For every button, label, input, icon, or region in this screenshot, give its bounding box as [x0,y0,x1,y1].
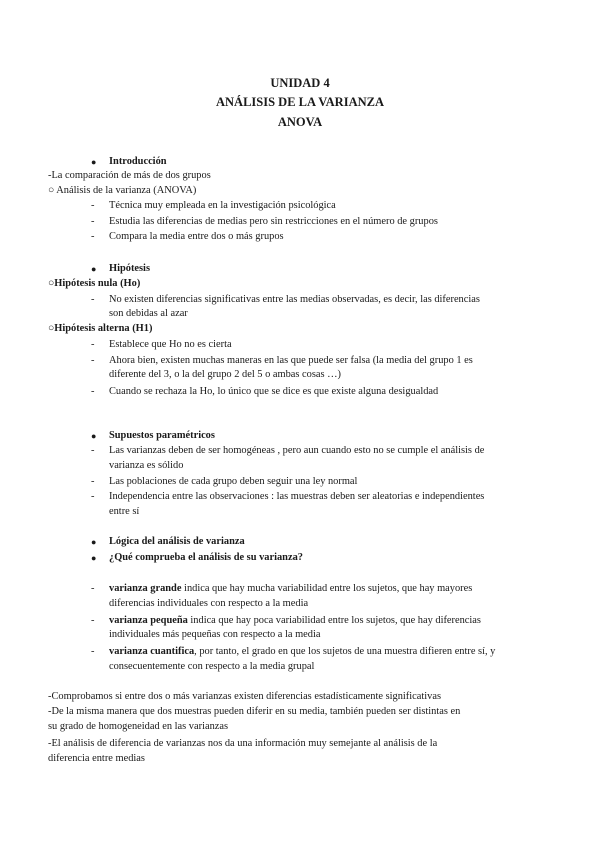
list-item: Las varianzas deben de ser homogéneas , pero aun cuando esto no se cumple el análisis de [109,445,485,456]
list-item-continuation: varianza es sólido [109,460,184,471]
bullet-icon: ● [91,264,97,274]
alt-hypothesis-label: ○Hipótesis alterna (H1) [48,323,153,334]
dash-icon: - [91,491,95,502]
paragraph-continuation: diferencia entre medias [48,753,145,764]
section-heading-hypothesis: Hipótesis [109,263,150,274]
dash-icon: - [91,231,95,242]
list-item: Ahora bien, existen muchas maneras en las que puede ser falsa (la media del grupo 1 es [109,355,473,366]
list-item: Las poblaciones de cada grupo deben seguir una ley normal [109,476,358,487]
bullet-icon: ● [91,157,97,167]
term-highlight: varianza grande [109,583,182,594]
bullet-icon: ● [91,553,97,563]
dash-icon: - [91,355,95,366]
null-hypothesis-label: ○Hipótesis nula (Ho) [48,278,141,289]
section-heading-assumptions: Supuestos paramétricos [109,430,215,441]
section-heading-question: ¿Qué comprueba el análisis de su varianza? [109,552,303,563]
paragraph: -Comprobamos si entre dos o más varianzas existen diferencias estadísticamente significativas [48,691,441,702]
dash-icon: - [91,386,95,397]
list-item [109,582,472,596]
dash-icon: - [91,339,95,350]
dash-icon: - [91,216,95,227]
term-description: indica que hay mucha variabilidad entre los sujetos, que hay mayores [181,583,473,594]
paragraph: -De la misma manera que dos muestras pueden diferir en su media, también pueden ser distintas en [48,706,461,717]
intro-subheading: ○ Análisis de la varianza (ANOVA) [48,185,197,196]
term-highlight: varianza pequeña [109,615,188,626]
list-item-continuation: consecuentemente con respecto a la media grupal [109,661,315,672]
list-item: Cuando se rechaza la Ho, lo único que se dice es que existe alguna desigualdad [109,386,439,397]
list-item-continuation: son debidas al azar [109,308,188,319]
list-item: Establece que Ho no es cierta [109,339,232,350]
list-item: No existen diferencias significativas entre las medias observadas, es decir, las diferencias [109,294,480,305]
section-heading-intro: Introducción [109,156,167,167]
acronym-title: ANOVA [277,115,323,129]
unit-title: UNIDAD 4 [270,76,330,90]
term-highlight: varianza cuantifica [109,646,195,657]
list-item [109,614,481,628]
bullet-icon: ● [91,431,97,441]
list-item: Compara la media entre dos o más grupos [109,231,284,242]
list-item: Estudia las diferencias de medias pero sin restricciones en el número de grupos [109,216,438,227]
paragraph: -El análisis de diferencia de varianzas nos da una información muy semejante al análisis de la [48,738,438,749]
dash-icon: - [91,445,95,456]
paragraph-continuation: su grado de homogeneidad en las varianzas [48,721,229,732]
bullet-icon: ● [91,537,97,547]
list-item-continuation: individuales más pequeñas con respecto a la media [109,629,321,640]
list-item-continuation: diferente del 3, o la del grupo 2 del 5 o ambas cosas …) [109,369,341,380]
dash-icon: - [91,294,95,305]
dash-icon: - [91,646,95,657]
dash-icon: - [91,476,95,487]
list-item: Técnica muy empleada en la investigación psicológica [109,200,336,211]
dash-icon: - [91,615,95,626]
term-description: indica que hay poca variabilidad entre los sujetos, que hay diferencias [187,615,481,626]
term-description: , por tanto, el grado en que los sujetos de una muestra difieren entre sí, y [194,646,496,657]
section-heading-logic: Lógica del análisis de varianza [109,536,245,547]
topic-title: ANÁLISIS DE LA VARIANZA [216,95,384,109]
dash-icon: - [91,200,95,211]
list-item: Independencia entre las observaciones : las muestras deben ser aleatorias e independientes [109,491,485,502]
list-item [109,645,495,659]
intro-line: -La comparación de más de dos grupos [48,170,211,181]
list-item-continuation: entre sí [109,506,140,517]
list-item-continuation: diferencias individuales con respecto a la media [109,598,309,609]
dash-icon: - [91,583,95,594]
